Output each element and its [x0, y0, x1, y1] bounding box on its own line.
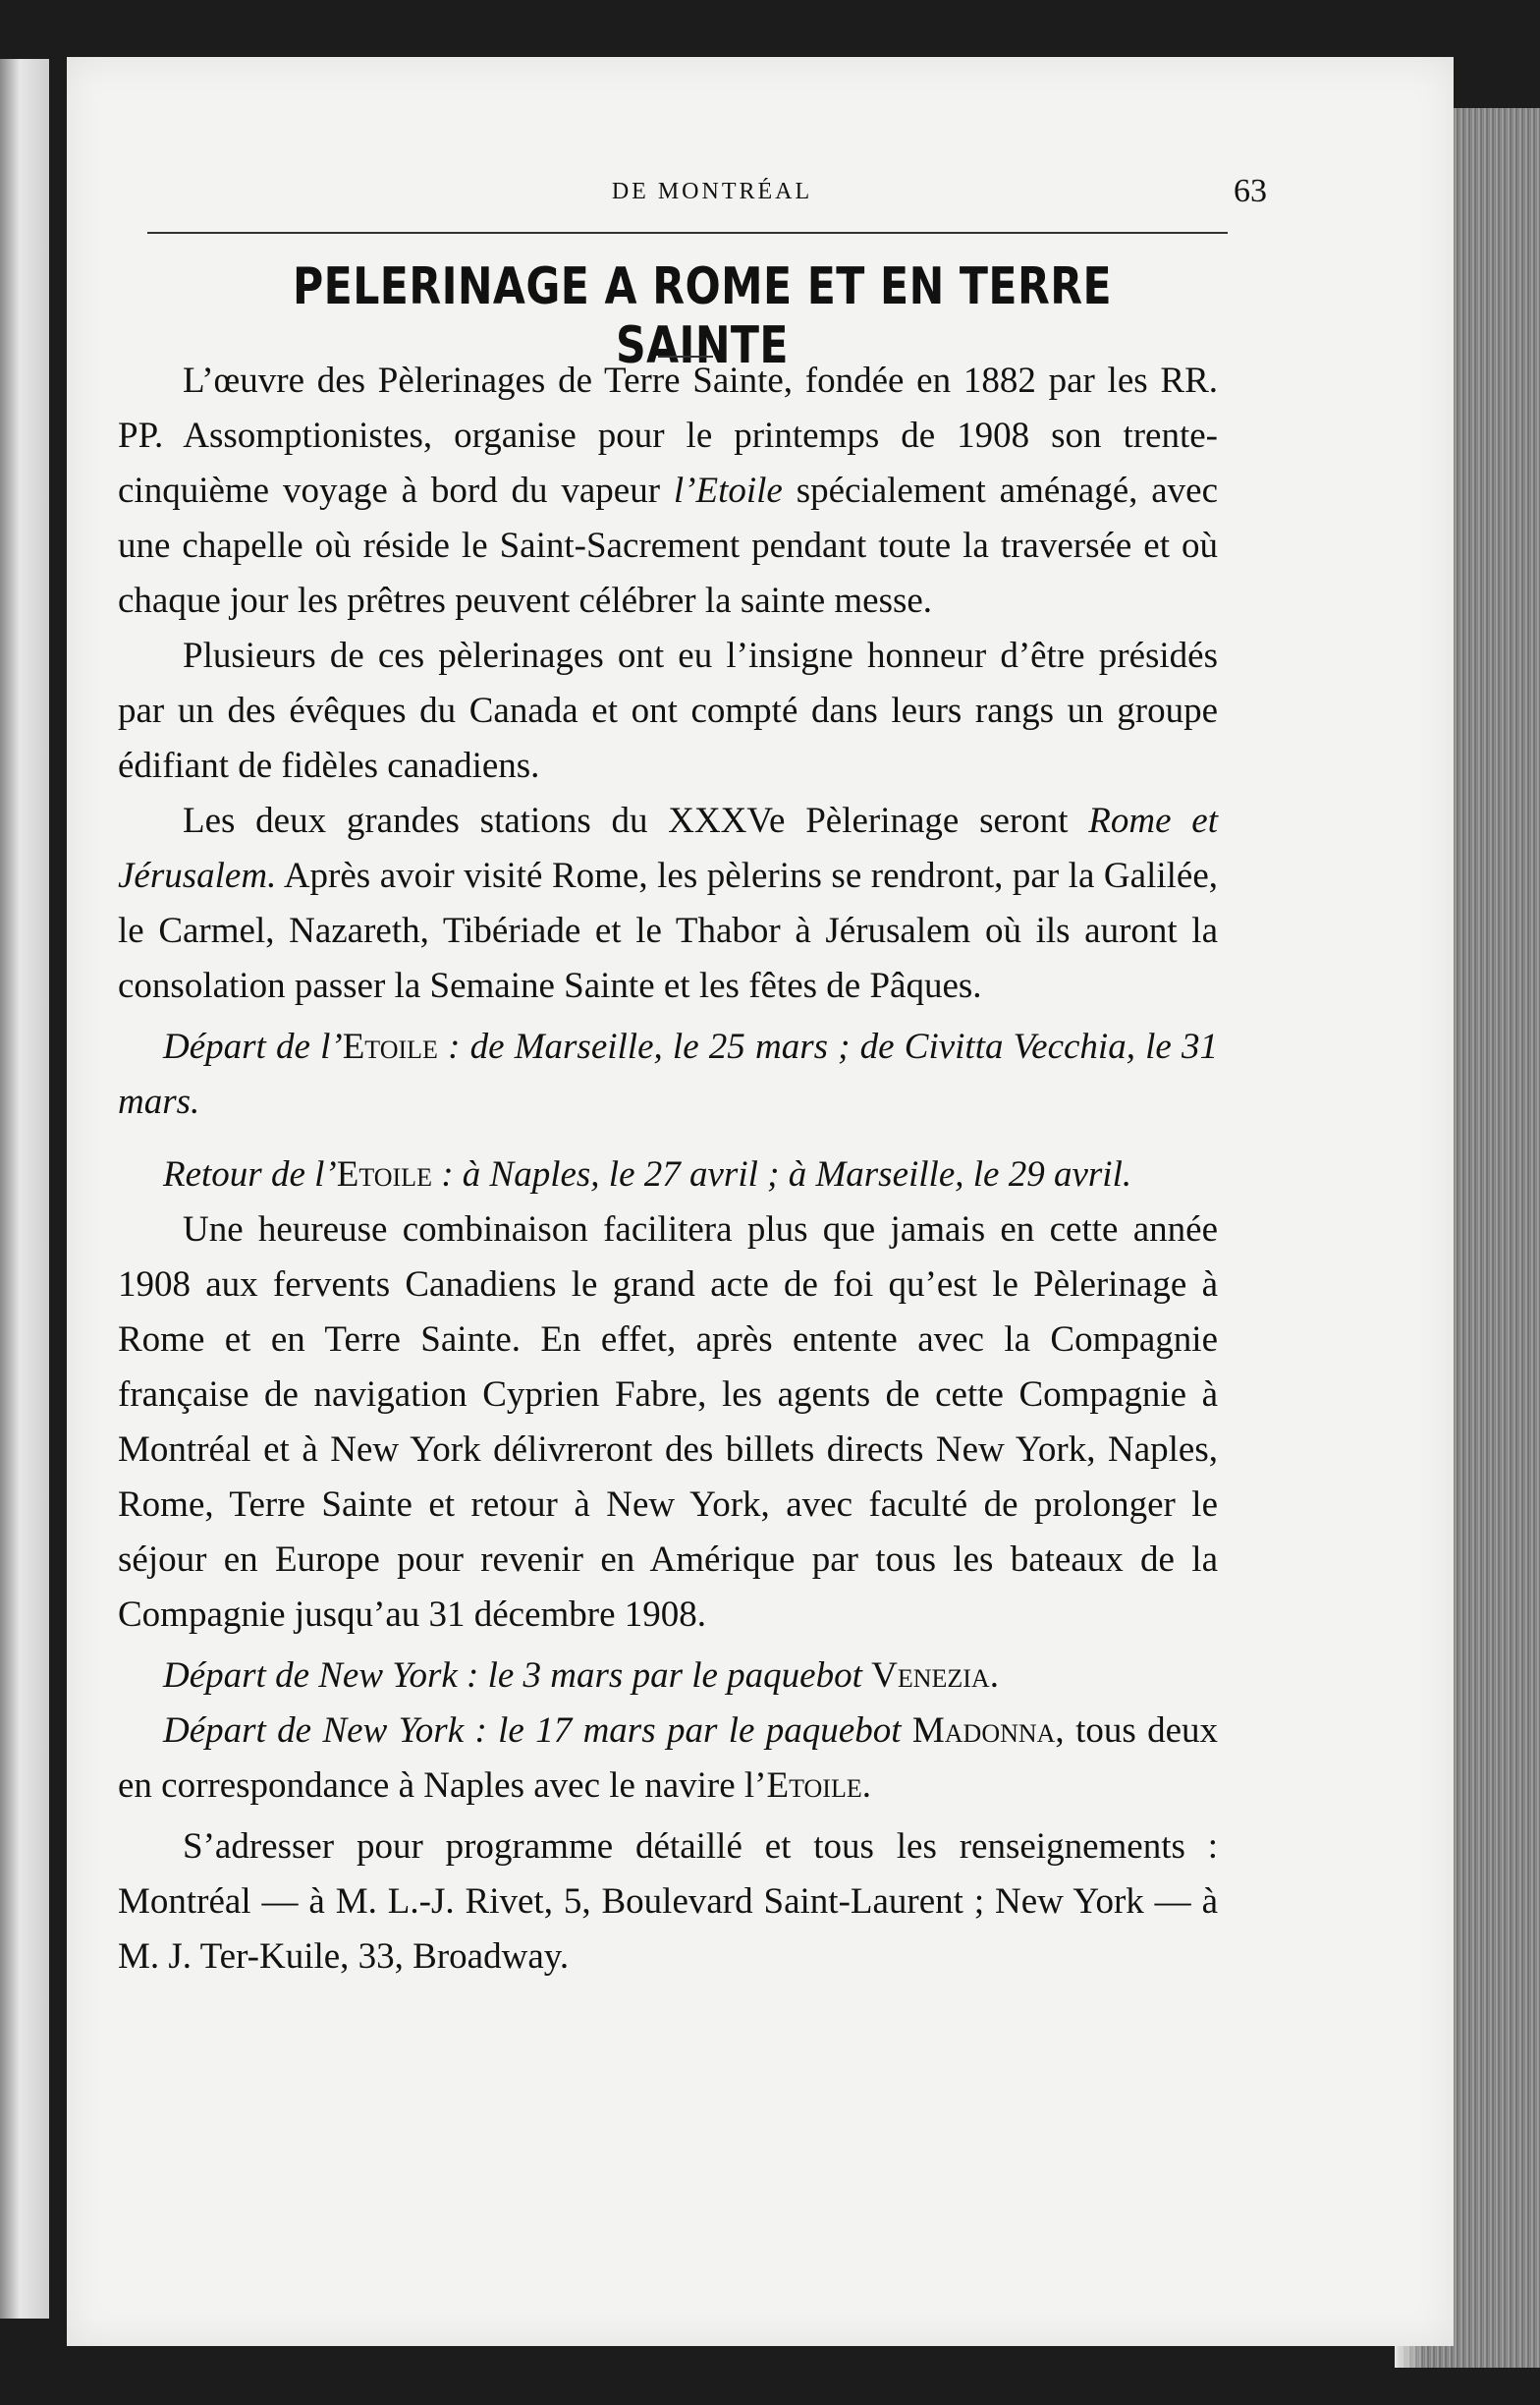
- ship-name: Etoile.: [766, 1765, 871, 1806]
- paragraph-text: Les deux grandes stations du XXXVe Pèlerinage seront: [183, 801, 1069, 841]
- return-line: [118, 1147, 1218, 1202]
- paragraph-bishops: Plusieurs de ces pèlerinages ont eu l’insigne honneur d’être présidés par un des évêques du Canada et ont compté dans leurs rangs un groupe édifiant de fidèles canadiens.: [118, 636, 1218, 786]
- departure-line: [118, 1020, 1218, 1130]
- running-head-title: DE MONTRÉAL: [611, 179, 813, 204]
- destination-names: Rome et Jérusalem.: [118, 801, 1218, 896]
- ship-name: Etoile: [336, 1154, 432, 1195]
- correspondence-text: tous deux en correspondance à Naples avec le navire l’: [118, 1710, 1219, 1806]
- return-details: : à Naples, le 27 avril ; à Marseille, le 29 avril.: [441, 1154, 1132, 1195]
- return-label: Retour de l’: [163, 1154, 337, 1195]
- ny-departure-line: [118, 1649, 1218, 1704]
- article-body: [118, 354, 1218, 1985]
- ship-name: Madonna,: [911, 1710, 1065, 1751]
- paragraph-text: Après avoir visité Rome, les pèlerins se rendront, par la Galilée, le Carmel, Nazareth, Tibériade et le Thabor à Jérusalem où ils auront la consolation passer la Semaine Sainte et les fêtes de Pâques.: [118, 856, 1218, 1006]
- ship-name: Etoile: [342, 1027, 438, 1067]
- header-rule: [147, 232, 1228, 234]
- paragraph-combination: Une heureuse combinaison facilitera plus que jamais en cette année 1908 aux fervents Canadiens le grand acte de foi qu’est le Pèlerinage à Rome et en Terre Sainte. En effet, après entente avec la Compagnie française de navigation Cyprien Fabre, les agents de cette Compagnie à Montréal et à New York délivreront des billets directs New York, Naples, Rome, Terre Sainte et retour à New York, avec faculté de prolonger le séjour en Europe pour revenir en Amérique par tous les bateaux de la Compagnie jusqu’au 31 décembre 1908.: [118, 1209, 1218, 1635]
- paragraph-text: spécialement aménagé, avec une chapelle où réside le Saint-Sacrement pendant toute la traversée et où chaque jour les prêtres peuvent célébrer la sainte messe.: [118, 471, 1218, 621]
- departure-details: : de Marseille, le 25 mars ; de Civitta Vecchia, le 31 mars.: [118, 1027, 1219, 1122]
- paragraph-stations: [118, 794, 1218, 1014]
- article-heading: PELERINAGE A ROME ET EN TERRE SAINTE: [293, 257, 1112, 375]
- ny-departure-text: Départ de New York : le 3 mars par le paquebot: [163, 1655, 862, 1696]
- page-number: 63: [1234, 173, 1267, 209]
- ny-departure-line: [118, 1704, 1218, 1814]
- ship-name: Venezia.: [871, 1655, 999, 1696]
- facing-page-edge: [0, 59, 49, 2319]
- paragraph-text: L’œuvre des Pèlerinages de Terre Sainte, fondée en 1882 par les RR. PP. Assomptionistes, organise pour le printemps de 1908 son trente-cinquième voyage à bord du vapeur: [118, 361, 1218, 511]
- paragraph-contact: S’adresser pour programme détaillé et tous les renseignements : Montréal — à M. L.-J. Rivet, 5, Boulevard Saint-Laurent ; New York — à M. J. Ter-Kuile, 33, Broadway.: [118, 1826, 1218, 1977]
- ship-name: l’Etoile: [673, 471, 783, 511]
- running-header: [157, 167, 1267, 226]
- ny-departure-text: Départ de New York : le 17 mars par le paquebot: [163, 1710, 902, 1751]
- paragraph-intro: [118, 354, 1218, 629]
- departure-label: Départ de l’: [163, 1027, 343, 1067]
